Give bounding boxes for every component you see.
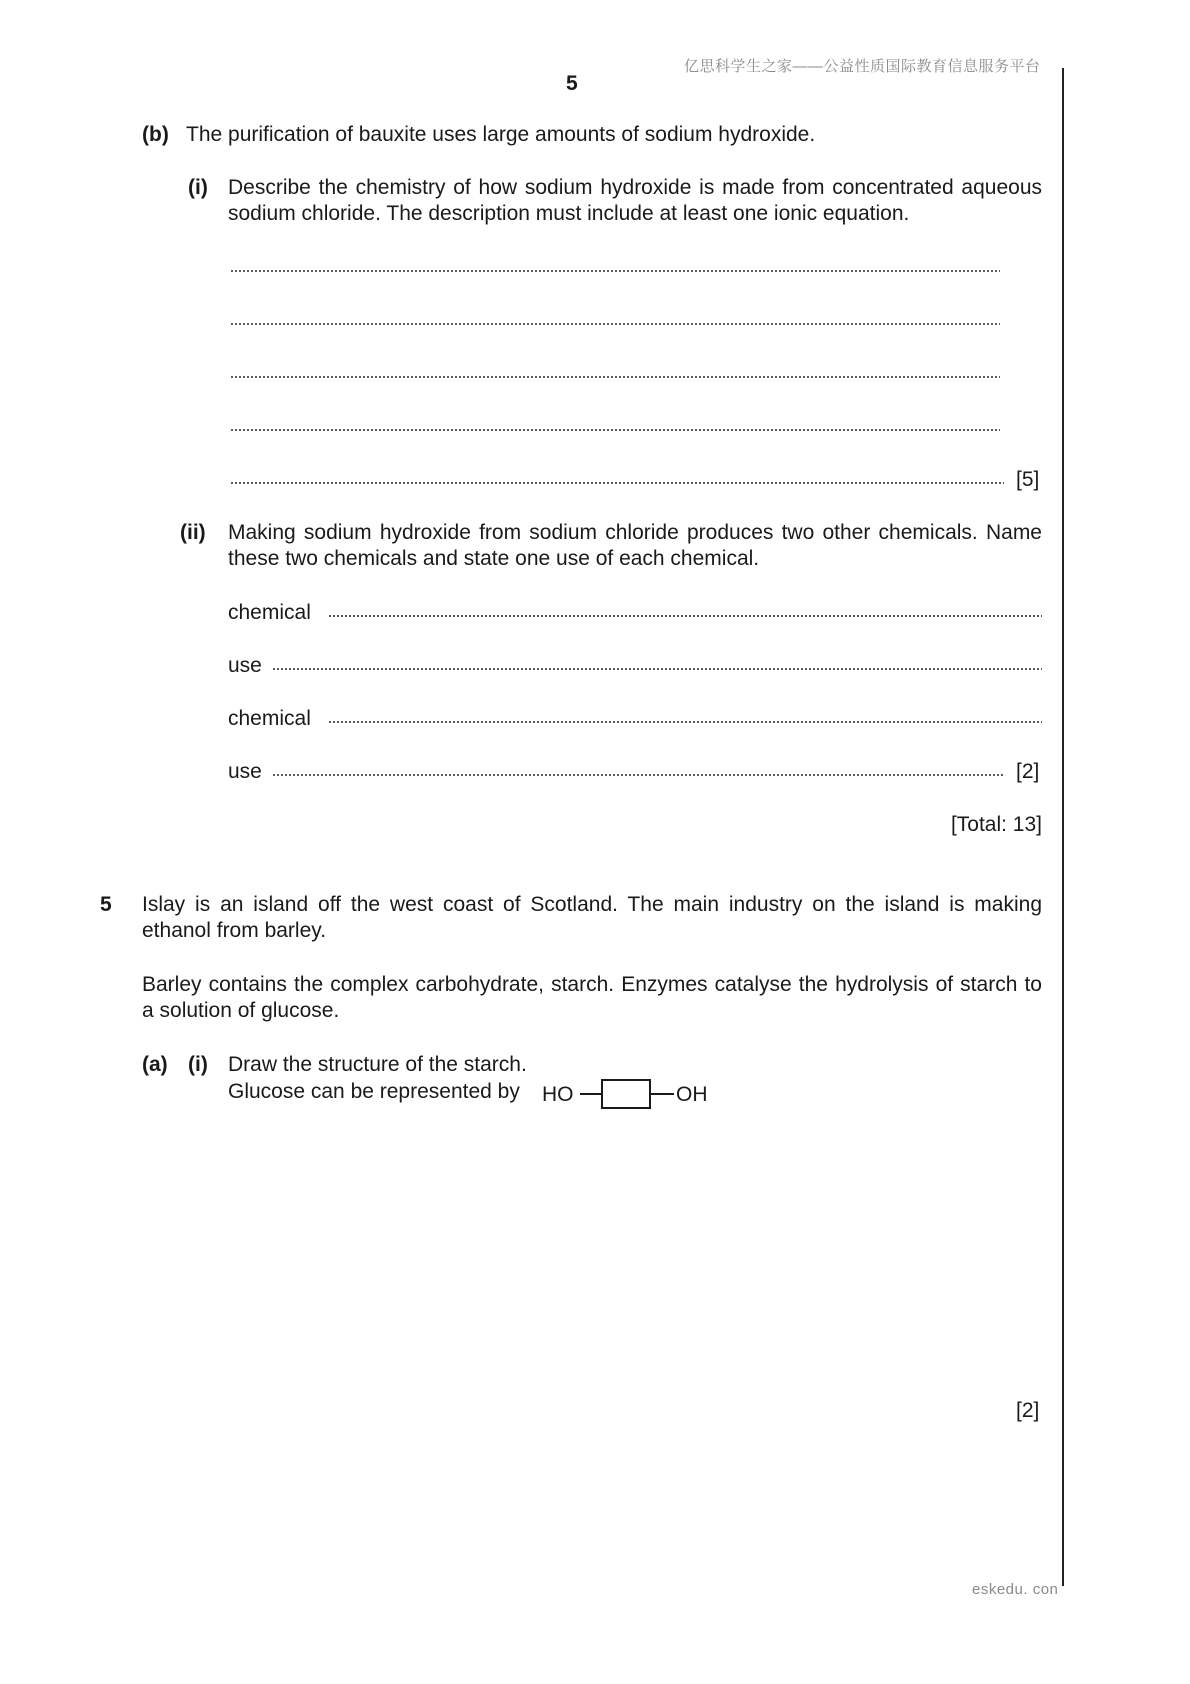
part-b-i-label: (i) [188, 176, 208, 199]
question-5-number: 5 [100, 893, 112, 916]
marks-b-i: [5] [1016, 468, 1040, 491]
chemical-label-2: chemical [228, 707, 311, 730]
answer-line-1[interactable] [230, 269, 1000, 273]
part-b-ii-label: (ii) [180, 521, 206, 544]
use-label-2: use [228, 760, 262, 783]
answer-line-5[interactable] [230, 481, 1004, 485]
part-b-ii-text: Making sodium hydroxide from sodium chloride produces two other chemicals. Name these two chemicals and state one use of each chemical. [228, 521, 1042, 570]
part-b-text: The purification of bauxite uses large amounts of sodium hydroxide. [186, 123, 816, 146]
part-a-i-text: Draw the structure of the starch. [228, 1053, 527, 1076]
part-a-i-label: (i) [188, 1053, 208, 1076]
chemical-line-1[interactable] [328, 614, 1042, 618]
glucose-text: Glucose can be represented by [228, 1080, 520, 1103]
use-label-1: use [228, 654, 262, 677]
part-a-label: (a) [142, 1053, 168, 1076]
watermark-top: 亿思科学生之家——公益性质国际教育信息服务平台 [684, 58, 1041, 75]
marks-5a-i: [2] [1016, 1399, 1040, 1422]
part-b-label: (b) [142, 123, 169, 146]
glucose-oh: OH [676, 1083, 708, 1106]
answer-line-4[interactable] [230, 428, 1000, 432]
margin-line [1062, 68, 1064, 1586]
chemical-label-1: chemical [228, 601, 311, 624]
marks-b-ii: [2] [1016, 760, 1040, 783]
watermark-bottom: eskedu. con [972, 1581, 1059, 1598]
answer-line-2[interactable] [230, 322, 1000, 326]
use-line-1[interactable] [272, 667, 1042, 671]
glucose-structure-diagram [578, 1078, 678, 1110]
question-5-intro: Islay is an island off the west coast of Scotland. The main industry on the island is making ethanol from barley. [142, 893, 1042, 942]
glucose-ho: HO [542, 1083, 574, 1106]
question-5-para2: Barley contains the complex carbohydrate, starch. Enzymes catalyse the hydrolysis of starch to a solution of glucose. [142, 973, 1042, 1022]
answer-line-3[interactable] [230, 375, 1000, 379]
total-marks: [Total: 13] [950, 813, 1042, 836]
part-b-i-text: Describe the chemistry of how sodium hydroxide is made from concentrated aqueous sodium chloride. The description must include at least one ionic equation. [228, 176, 1042, 225]
use-line-2[interactable] [272, 773, 1004, 777]
chemical-line-2[interactable] [328, 720, 1042, 724]
page-number: 5 [566, 72, 578, 95]
